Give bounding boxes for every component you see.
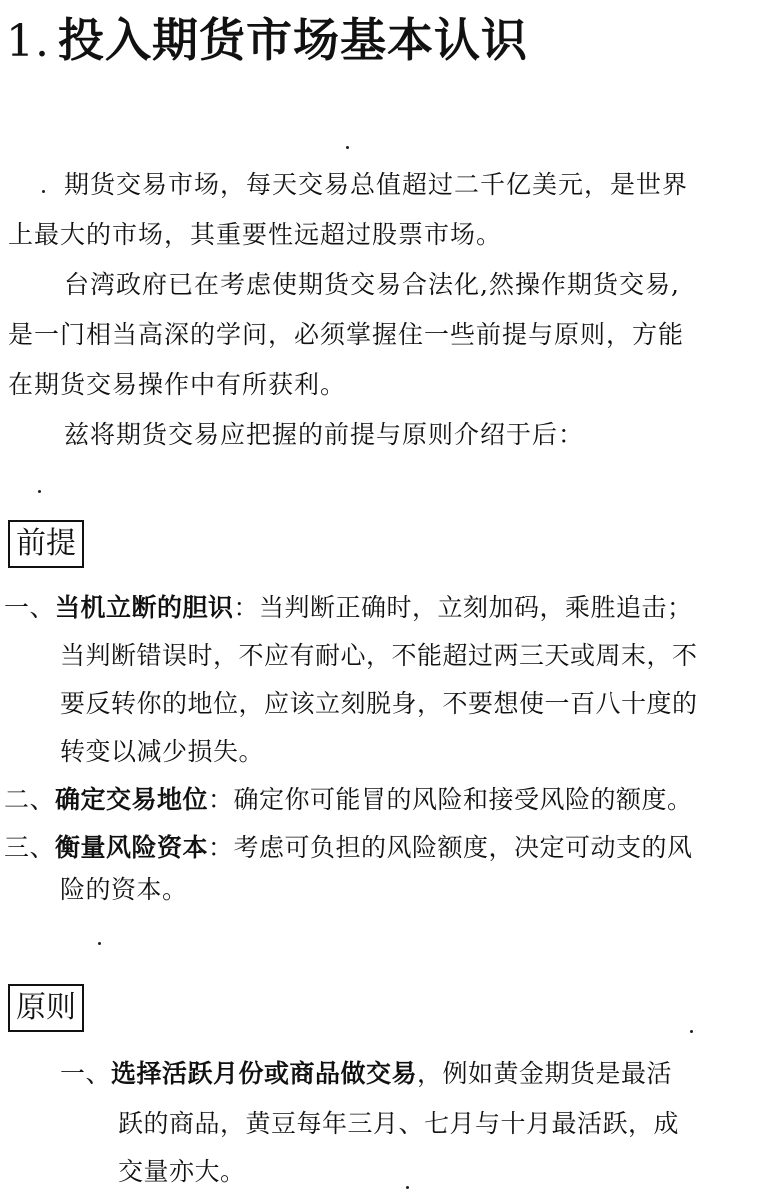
premise-item-1-line: 要反转你的地位，应该立刻脱身，不要想使一百八十度的 (60, 689, 698, 718)
scan-speck (98, 942, 101, 945)
premise-item-2 (4, 776, 693, 824)
page-title (6, 4, 528, 78)
item-term: 确定交易地位 (55, 785, 209, 814)
item-marker: 一、 (60, 1059, 112, 1088)
intro-line: 上最大的市场，其重要性远超过股票市场。 (8, 220, 503, 249)
item-separator: ： (233, 593, 260, 622)
principle-item-1 (60, 1050, 672, 1098)
item-marker: 三、 (4, 833, 56, 862)
premise-item-3-line: 险的资本。 (60, 875, 188, 904)
intro-line: 是一门相当高深的学问，必须掌握住一些前提与原则，方能 (8, 320, 685, 349)
item-text: 确定你可能冒的风险和接受风险的额度。 (233, 785, 693, 814)
item-marker: 一、 (4, 593, 56, 622)
scan-speck (38, 490, 41, 493)
premise-item-3 (4, 824, 693, 872)
intro-line: 兹将期货交易应把握的前提与原则介绍于后： (64, 420, 585, 449)
item-term: 选择活跃月份或商品做交易 (111, 1059, 418, 1088)
premise-item-1-line: 转变以减少损失。 (60, 737, 265, 766)
premise-item-1-line: 当判断错误时，不应有耐心，不能超过两三天或周末，不 (60, 641, 698, 670)
intro-line: 在期货交易操作中有所获利。 (8, 370, 347, 399)
title-number: 1. (6, 16, 50, 67)
item-text: 例如黄金期货是最活 (442, 1059, 673, 1088)
item-marker: 二、 (4, 785, 56, 814)
principle-heading: 原则 (8, 984, 84, 1032)
intro-line: 期货交易市场，每天交易总值超过二千亿美元，是世界 (64, 170, 689, 199)
item-text: 考虑可负担的风险额度，决定可动支的风 (233, 833, 693, 862)
item-term: 当机立断的胆识 (55, 593, 234, 622)
item-separator: ： (208, 833, 234, 862)
item-separator: ： (208, 785, 234, 814)
item-text: 当判断正确时，立刻加码，乘胜追击； (259, 593, 693, 622)
scan-speck (406, 1186, 409, 1189)
scan-speck (346, 146, 349, 149)
principle-item-1-line: 交量亦大。 (118, 1157, 246, 1186)
premise-heading: 前提 (8, 520, 84, 568)
title-text: 投入期货市场基本认识 (57, 13, 528, 67)
principle-item-1-line: 跃的商品，黄豆每年三月、七月与十月最活跃，成 (118, 1109, 680, 1138)
intro-line: 台湾政府已在考虑使期货交易合法化,然操作期货交易, (64, 270, 680, 299)
item-separator: ， (417, 1059, 443, 1088)
scan-speck (690, 1030, 693, 1033)
premise-item-1 (4, 584, 693, 632)
item-term: 衡量风险资本 (55, 833, 209, 862)
scan-speck (42, 190, 45, 193)
